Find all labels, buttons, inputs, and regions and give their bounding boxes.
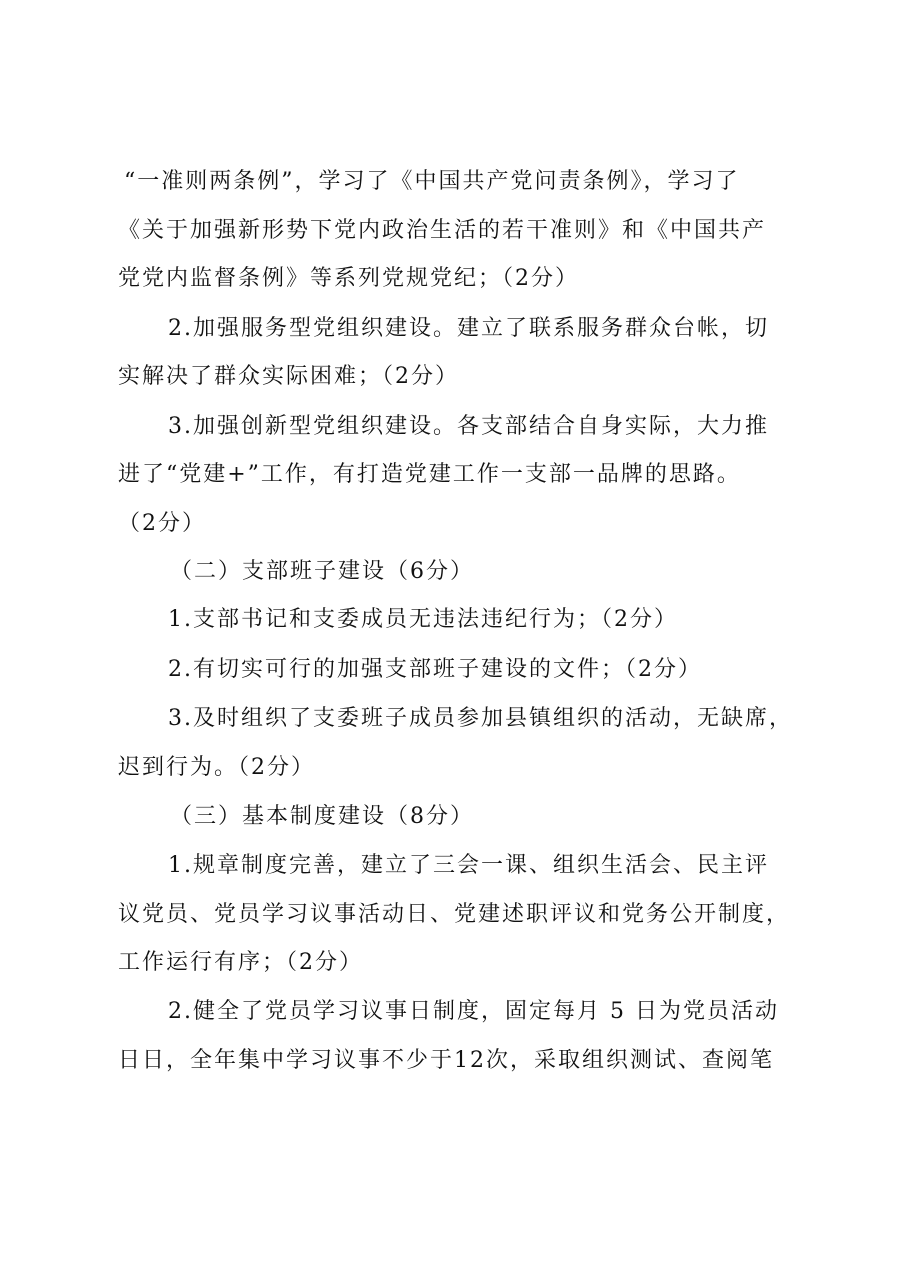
body-text-line: 党党内监督条例》等系列党规党纪；（2分）	[118, 266, 579, 291]
body-text-line: 《关于加强新形势下党内政治生活的若干准则》和《中国共产	[118, 218, 767, 243]
body-text-line: 工作运行有序；（2分）	[118, 950, 363, 975]
body-text-line: “一准则两条例”，学习了《中国共产党问责条例》，学习了	[124, 169, 740, 194]
body-text-line: （2分）	[118, 511, 206, 536]
body-text-line: 实解决了群众实际困难；（2分）	[118, 364, 459, 389]
section-heading: （三）基本制度建设（8分）	[170, 804, 474, 829]
body-text-line: 2.健全了党员学习议事日制度，固定每月 5 日为党员活动	[168, 999, 779, 1024]
body-text-line: 议党员、党员学习议事活动日、党建述职评议和党务公开制度，	[118, 902, 791, 927]
body-text-line: 1.规章制度完善，建立了三会一课、组织生活会、民主评	[168, 853, 769, 878]
body-text-line: 进了“党建+”工作，有打造党建工作一支部一品牌的思路。	[118, 462, 741, 487]
body-text-line: 2.有切实可行的加强支部班子建设的文件；（2分）	[168, 657, 702, 682]
body-text-line: 3.及时组织了支委班子成员参加县镇组织的活动，无缺席，	[168, 706, 793, 731]
body-text-line: 迟到行为。（2分）	[118, 755, 315, 780]
section-heading: （二）支部班子建设（6分）	[170, 559, 474, 584]
body-text-line: 日日，全年集中学习议事不少于12次，采取组织测试、查阅笔	[118, 1048, 774, 1073]
body-text-line: 2.加强服务型党组织建设。建立了联系服务群众台帐，切	[168, 316, 769, 341]
body-text-line: 3.加强创新型党组织建设。各支部结合自身实际，大力推	[168, 414, 769, 439]
body-text-line: 1.支部书记和支委成员无违法违纪行为；（2分）	[168, 607, 678, 632]
